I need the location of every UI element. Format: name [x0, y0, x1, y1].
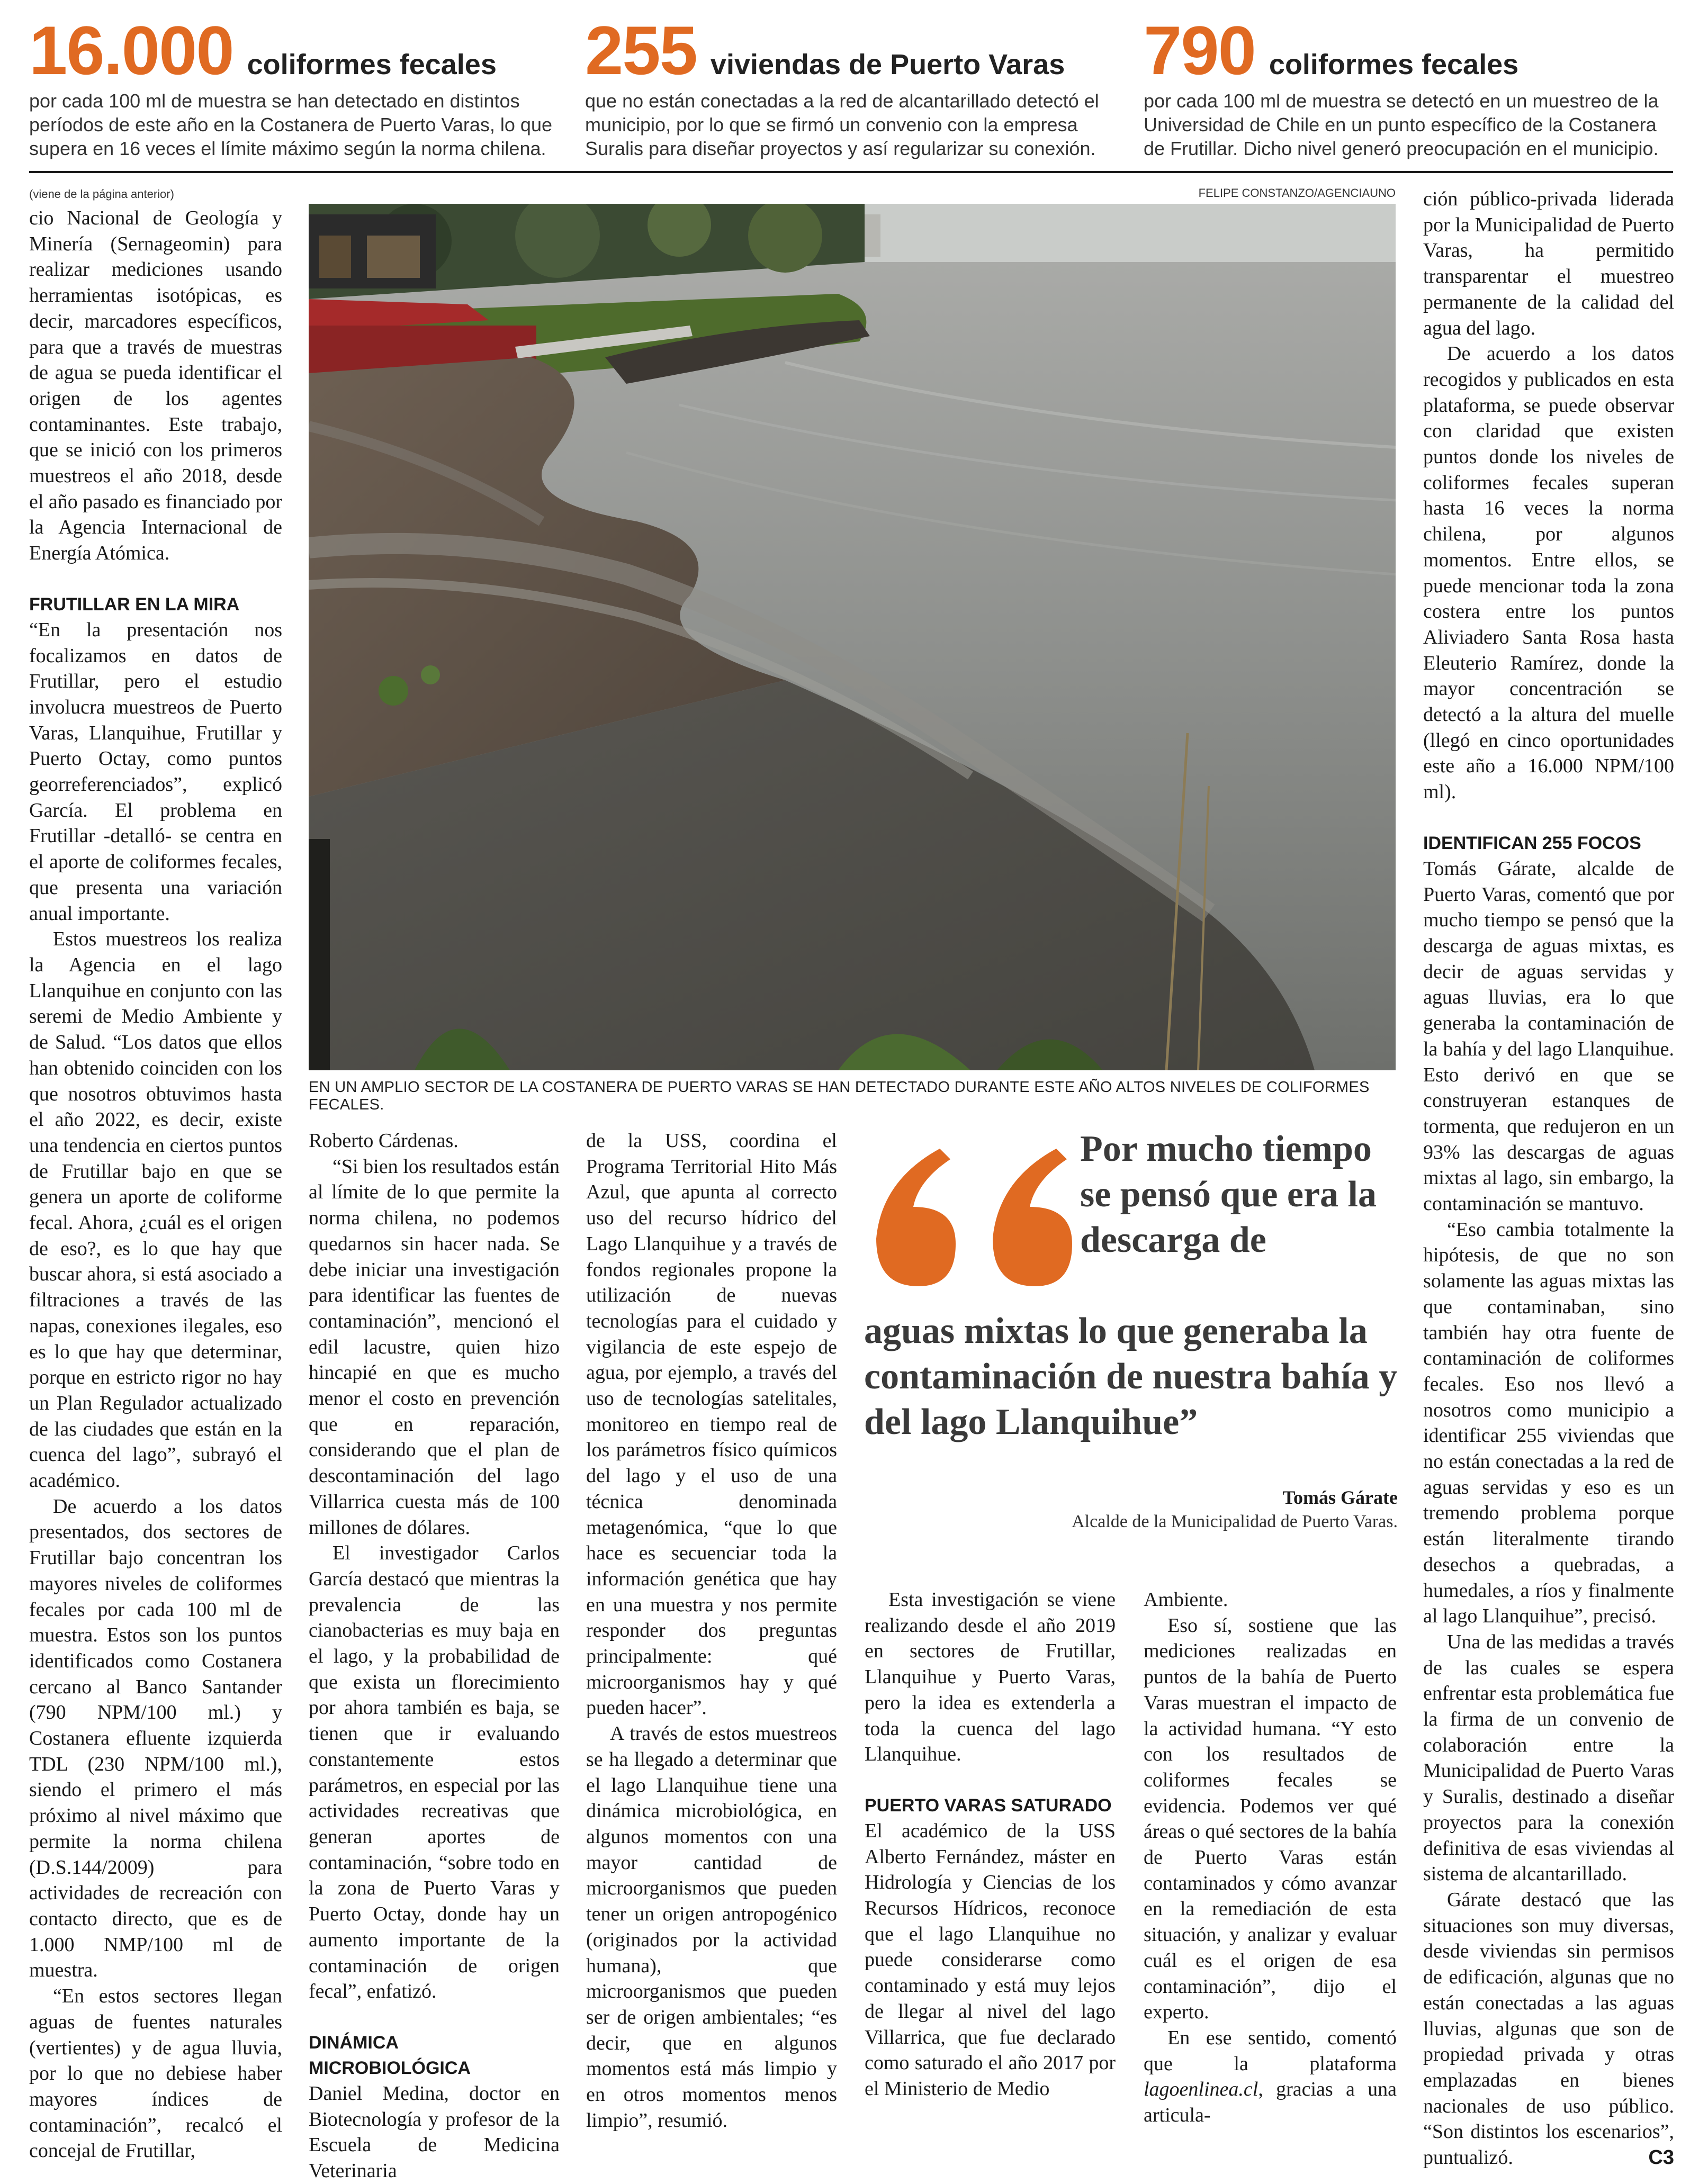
text: Gárate destacó que las situaciones son muy diversas, desde viviendas sin permisos de edificación, algunas que no están conectadas a las aguas lluvias, algunas que son de propiedad privada y otras emplazadas en bienes nacionales de uso público. “Son distintos los escenarios”, puntualizó. — [1423, 1889, 1674, 2169]
subheading-focos: IDENTIFICAN 255 FOCOS — [1423, 833, 1641, 853]
end-mark: C3 — [1648, 2146, 1674, 2169]
paragraph: “En estos sectores llegan aguas de fuentes naturales (vertientes) y de agua lluvia, por lo que no debiese haber mayores índices de contaminación”, recalcó el concejal de Frutillar, — [29, 1985, 282, 2162]
paragraph: Roberto Cárdenas. — [309, 1130, 459, 1152]
text: , gracias a una articula- — [1144, 2078, 1397, 2127]
lakeshore-photo — [309, 204, 1396, 1070]
paragraph: ción público-privada liderada por la Municipalidad de Puerto Varas, ha permitido transparentar el muestreo permanente de la calidad del agua del lago. — [1423, 188, 1674, 339]
photo-caption: EN UN AMPLIO SECTOR DE LA COSTANERA DE PUERTO VARAS SE HAN DETECTADO DURANTE ESTE AÑO ALTOS NIVELES DE COLIFORMES FECALES. — [309, 1079, 1370, 1113]
article-column-2 — [309, 1128, 560, 2184]
pull-quote-top: Por mucho tiempo se pensó que era la descarga de — [1080, 1129, 1377, 1260]
paragraph: Tomás Gárate, alcalde de Puerto Varas, comentó que por mucho tiempo se pensó que la descarga de aguas mixtas, es decir de aguas servidas y aguas lluvias, era lo que generaba la contaminación de la bahía y del lago Llanquihue. Esto derivó en que se construyeran estanques de tormenta, que redujeron en un 93% las descargas de aguas mixtas al lago, sin embargo, la contaminación se mantuvo. — [1423, 857, 1674, 1215]
paragraph: Esta investigación se viene realizando desde el año 2019 en sectores de Frutillar, Llanquihue y Puerto Varas, pero la idea es extenderla a toda la cuenca del lago Llanquihue. — [865, 1589, 1116, 1766]
subheading-frutillar: FRUTILLAR EN LA MIRA — [29, 594, 240, 615]
paragraph: Una de las medidas a través de las cuales se espera enfrentar esta problemática fue la firma de un convenio de colaboración entre la Municipalidad de Puerto Varas y Suralis, destinado a diseñar proyectos para la conexión definitiva de esas viviendas al sistema de alcantarillado. — [1423, 1630, 1674, 1885]
paragraph: Daniel Medina, doctor en Biotecnología y profesor de la Escuela de Medicina Veterinaria — [309, 2082, 560, 2182]
subheading-puerto-varas: PUERTO VARAS SATURADO — [865, 1795, 1112, 1816]
stat-label: coliformes fecales — [1269, 49, 1519, 80]
quote-mark-icon — [860, 1138, 1083, 1297]
article-column-1 — [29, 186, 282, 2164]
paragraph: “En la presentación nos focalizamos en datos de Frutillar, pero el estudio involucra muestreos de Puerto Varas, Llanquihue, Frutillar y Puerto Octay, como puntos georreferenciados”, explicó García. El problema en Frutillar -detalló- se centra en el aporte de coliformes fecales, que presenta una variación anual importante. — [29, 618, 282, 925]
paragraph: De acuerdo a los datos recogidos y publicados en esta plataforma, se puede observar con claridad que existen puntos donde los niveles de coliformes fecales superan hasta 16 veces la norma chilena, por algunos momentos. Entre ellos, se puede mencionar toda la zona costera entre los puntos Aliviadero Santa Rosa hasta Eleuterio Ramírez, donde la mayor concentración se detectó a la altura del muelle (llegó en cinco oportunidades este año a 16.000 NPM/100 ml). — [1423, 342, 1674, 804]
article-column-5 — [1144, 1587, 1397, 2128]
stat-number: 16.000 — [29, 12, 233, 89]
paragraph: “Si bien los resultados están al límite de lo que permite la norma chilena, no podemos quedarnos sin hacer nada. Se debe iniciar una investigación para identificar las fuentes de contaminación”, mencionó el edil lacustre, quien hizo hincapié en que es mucho menor el costo en prevención que en reparación, considerando que el plan de descontaminación del lago Villarrica cuesta más de 100 millones de dólares. — [309, 1155, 560, 1539]
paragraph — [1423, 1887, 1674, 2171]
stat-coliformes-costanera — [29, 12, 559, 160]
stat-number: 255 — [585, 12, 697, 89]
platform-link[interactable]: lagoenlinea.cl — [1144, 2078, 1258, 2101]
stat-label: viviendas de Puerto Varas — [710, 49, 1065, 80]
paragraph: “Eso cambia totalmente la hipótesis, de que no son solamente las aguas mixtas las que contaminaban, sino también hay otra fuente de contaminación de coliformes fecales. Eso nos llevó a nosotros como municipio a identificar 255 viviendas que no están conectadas a la red de aguas servidas y eso es un tremendo problema porque están literalmente tirando desechos a quebradas, a humedales, a ríos y finalmente al lago Llanquihue”, precisó. — [1423, 1218, 1674, 1628]
stat-viviendas — [585, 12, 1114, 160]
stat-description: por cada 100 ml de muestra se detectó en un muestreo de la Universidad de Chile en un punto específico de la Costanera de Frutillar. Dicho nivel generó preocupación en el municipio. — [1144, 90, 1659, 159]
subheading-dinamica: DINÁMICA MICROBIOLÓGICA — [309, 2032, 471, 2078]
article-column-4 — [865, 1587, 1116, 2102]
paragraph: A través de estos muestreos se ha llegado a determinar que el lago Llanquihue tiene una dinámica microbiológica, en algunos momentos con una mayor cantidad de microorganismos que pueden tener un origen antropogénico (originados por la actividad humana), que microorganismos que pueden ser de origen ambientales; “es decir, que en algunos momentos está más limpio y en otros momentos menos limpio”, resumió. — [586, 1722, 837, 2132]
stat-coliformes-frutillar — [1144, 12, 1673, 160]
paragraph: El académico de la USS Alberto Fernández, máster en Hidrología y Ciencias de los Recursos Hídricos, reconoce que el lago Llanquihue no puede considerarse como contaminado y está muy lejos de llegar al nivel del lago Villarrica, que fue declarado como saturado el año 2017 por el Ministerio de Medio — [865, 1819, 1116, 2100]
photo-credit: FELIPE CONSTANZO/AGENCIAUNO — [1198, 186, 1396, 200]
paragraph: De acuerdo a los datos presentados, dos sectores de Frutillar bajo concentran los mayores niveles de coliformes fecales por cada 100 ml de muestra. Estos son los puntos identificados como Costanera cercano al Banco Santander (790 NPM/100 ml.) y Costanera efluente izquierda TDL (230 NPM/100 ml.), siendo el primero el más próximo al nivel máximo que permite la norma chilena (D.S.144/2009) para actividades de recreación con contacto directo, que es de 1.000 NMP/100 ml de muestra. — [29, 1495, 282, 1982]
stat-number: 790 — [1144, 12, 1255, 89]
article-column-3 — [586, 1128, 837, 2133]
top-divider — [29, 171, 1673, 173]
stat-description: que no están conectadas a la red de alcantarillado detectó el municipio, por lo que se firmó un convenio con la empresa Suralis para diseñar proyectos y así regularizar su conexión. — [585, 90, 1099, 159]
paragraph — [1144, 2025, 1397, 2128]
stat-description: por cada 100 ml de muestra se han detectado en distintos períodos de este año en la Costanera de Puerto Varas, lo que supera en 16 veces el límite máximo según la norma chilena. — [29, 90, 552, 159]
from-previous-page-note: (viene de la página anterior) — [29, 187, 174, 201]
paragraph: Ambiente. — [1144, 1589, 1228, 1611]
paragraph: Eso sí, sostiene que las mediciones realizadas en puntos de la bahía de Puerto Varas muestran el impacto de la actividad humana. “Y esto con los resultados de coliformes fecales se evidencia. Podemos ver qué áreas o qué sectores de la bahía de Puerto Varas están contaminados y cómo avanzar en la remediación de esta situación, y analizar y evaluar cuál es el origen de esa contaminación”, dijo el experto. — [1144, 1614, 1397, 2024]
quote-author-role: Alcalde de la Municipalidad de Puerto Varas. — [1072, 1512, 1398, 1531]
article-column-6 — [1423, 186, 1674, 2171]
quote-author: Tomás Gárate — [1282, 1487, 1398, 1508]
pull-quote-bottom: aguas mixtas lo que generaba la contaminación de nuestra bahía y del lago Llanquihue” — [864, 1311, 1398, 1442]
text: En ese sentido, comentó que la plataforma — [1144, 2026, 1397, 2075]
paragraph: El investigador Carlos García destacó que mientras la prevalencia de las cianobacterias es muy baja en el lago, y la probabilidad de que exista un florecimiento por ahora también es baja, se tienen que ir evaluando constantemente estos parámetros, en especial por las actividades recreativas que generan aportes de contaminación, “sobre todo en la zona de Puerto Varas y Puerto Octay, donde hay un aumento importante de la contaminación de origen fecal”, enfatizó. — [309, 1542, 560, 2003]
paragraph: Estos muestreos los realiza la Agencia en el lago Llanquihue en conjunto con las seremi de Medio Ambiente y de Salud. “Los datos que ellos han obtenido coinciden con los que nosotros obtuvimos hasta el año 2022, es decir, existe una tendencia en ciertos puntos de Frutillar bajo en que se genera un aporte de coliforme fecal. Ahora, ¿cuál es el origen de eso?, es lo que hay que buscar ahora, si está asociado a filtraciones a través de las napas, conexiones ilegales, eso es lo que hay que determinar, porque en estricto rigor no hay un Plan Regulador actualizado de las ciudades que están en la cuenca del lago”, subrayó el académico. — [29, 928, 282, 1492]
stat-label: coliformes fecales — [247, 49, 497, 80]
paragraph: de la USS, coordina el Programa Territorial Hito Más Azul, que apunta al correcto uso del recurso hídrico del Lago Llanquihue y a través de fondos regionales propone la utilización de nuevas tecnologías para el cuidado y vigilancia de este espejo de agua, por ejemplo, a través del uso de tecnologías satelitales, monitoreo en tiempo real de los parámetros físico químicos del lago y el uso de una técnica denominada metagenómica, “que lo que hace es secuenciar toda la información genética que hay en una muestra y nos permite responder dos preguntas principalmente: qué microorganismos hay y qué pueden hacer”. — [586, 1130, 837, 1719]
paragraph: cio Nacional de Geología y Minería (Sernageomin) para realizar mediciones usando herramientas isotópicas, es decir, marcadores específicos, para que a través de muestras de agua se pueda identificar el origen de los agentes contaminantes. Este trabajo, que se inició con los primeros muestreos el año 2018, desde el año pasado es financiado por la Agencia Internacional de Energía Atómica. — [29, 207, 282, 565]
